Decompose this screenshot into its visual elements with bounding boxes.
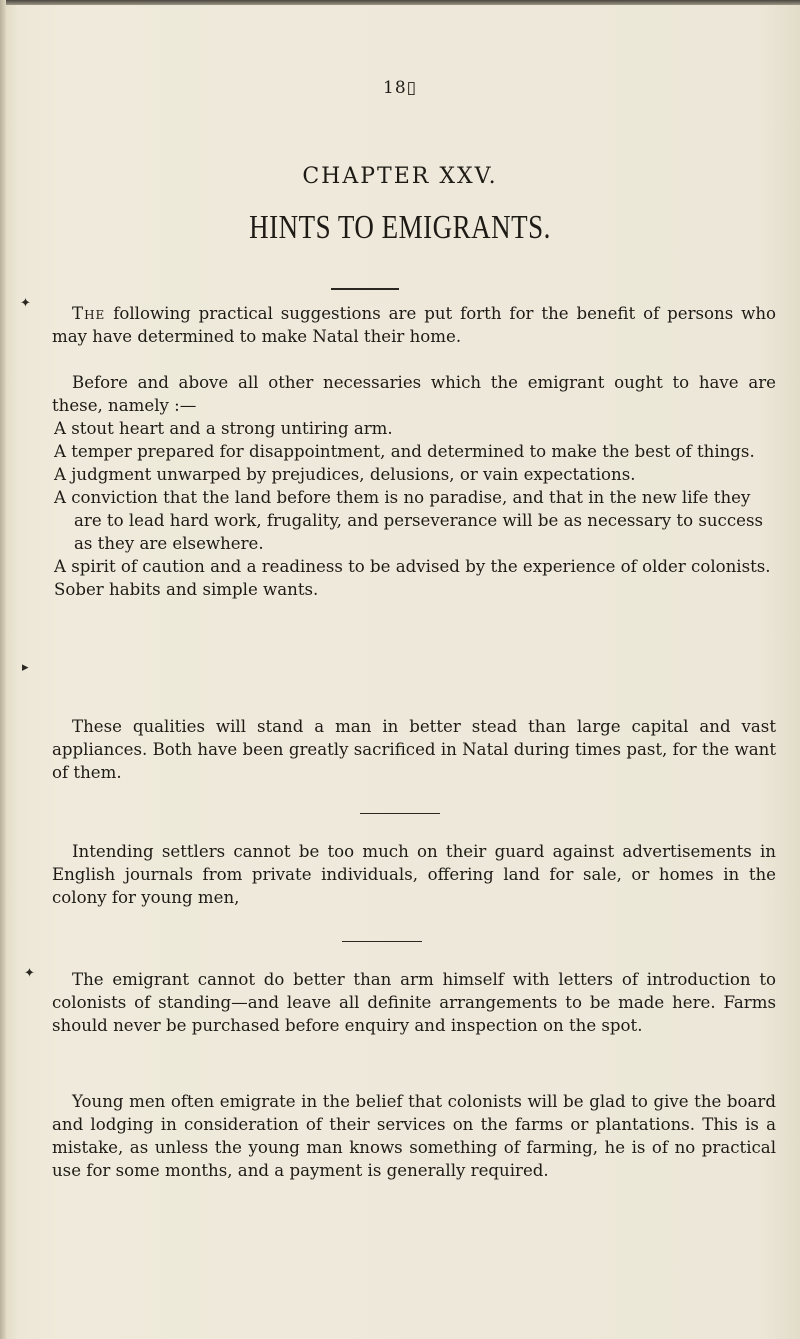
page-binding-edge <box>0 0 6 1339</box>
list-item: A judgment unwarped by prejudices, delusions, or vain expectations. <box>54 465 636 484</box>
intro-text: following practical suggestions are put forth for the benefit of persons who may have determined to make Natal their home. <box>52 304 776 346</box>
list-item: A spirit of caution and a readiness to be advised by the experience of older colonists. <box>54 557 771 576</box>
margin-mark-3: ✦ <box>24 966 35 981</box>
chapter-heading: CHAPTER XXV. <box>302 164 498 189</box>
list-item: Sober habits and simple wants. <box>54 580 319 599</box>
page-number: 18▯ <box>383 78 417 98</box>
intro-lead: The <box>72 304 106 323</box>
settlers-paragraph: Intending settlers cannot be too much on their guard against advertisements in English journals from private individuals, offering land for sale, or homes in the colony for young men, <box>52 842 776 907</box>
list-item: A conviction that the land before them is no paradise, and that in the new life they are to lead hard work, frugality, and perseverance will be as necessary to success as they are elsewhere. <box>54 488 763 553</box>
intro-paragraph <box>52 302 776 348</box>
section-rule-2 <box>342 941 422 942</box>
requirements-list <box>54 417 778 601</box>
young-men-paragraph: Young men often emigrate in the belief that colonists will be glad to give the board and lodging in consideration of their services on the farms or plantations. This is a mistake, as unless the young man knows something of farming, he is of no practical use for some months, and a payment is generally required. <box>52 1092 776 1180</box>
list-item: A stout heart and a strong untiring arm. <box>54 419 393 438</box>
list-item: A temper prepared for disappointment, and determined to make the best of things. <box>54 442 755 461</box>
page-top-edge <box>0 0 800 5</box>
qualities-paragraph: These qualities will stand a man in better stead than large capital and vast appliances. Both have been greatly sacrificed in Natal during times past, for the want of them. <box>52 717 776 782</box>
section-rule-1 <box>360 813 440 814</box>
emigrant-paragraph: The emigrant cannot do better than arm himself with letters of introduction to colonists of standing—and leave all definite arrangements to be made here. Farms should never be purchased before enquiry and inspection on the spot. <box>52 970 776 1035</box>
margin-mark-1: ✦ <box>20 296 31 311</box>
chapter-title: HINTS TO EMIGRANTS. <box>249 208 551 246</box>
margin-mark-2: ▸ <box>22 660 29 675</box>
before-list-paragraph: Before and above all other necessaries which the emigrant ought to have are these, namely :— <box>52 373 776 415</box>
title-rule <box>331 288 399 290</box>
